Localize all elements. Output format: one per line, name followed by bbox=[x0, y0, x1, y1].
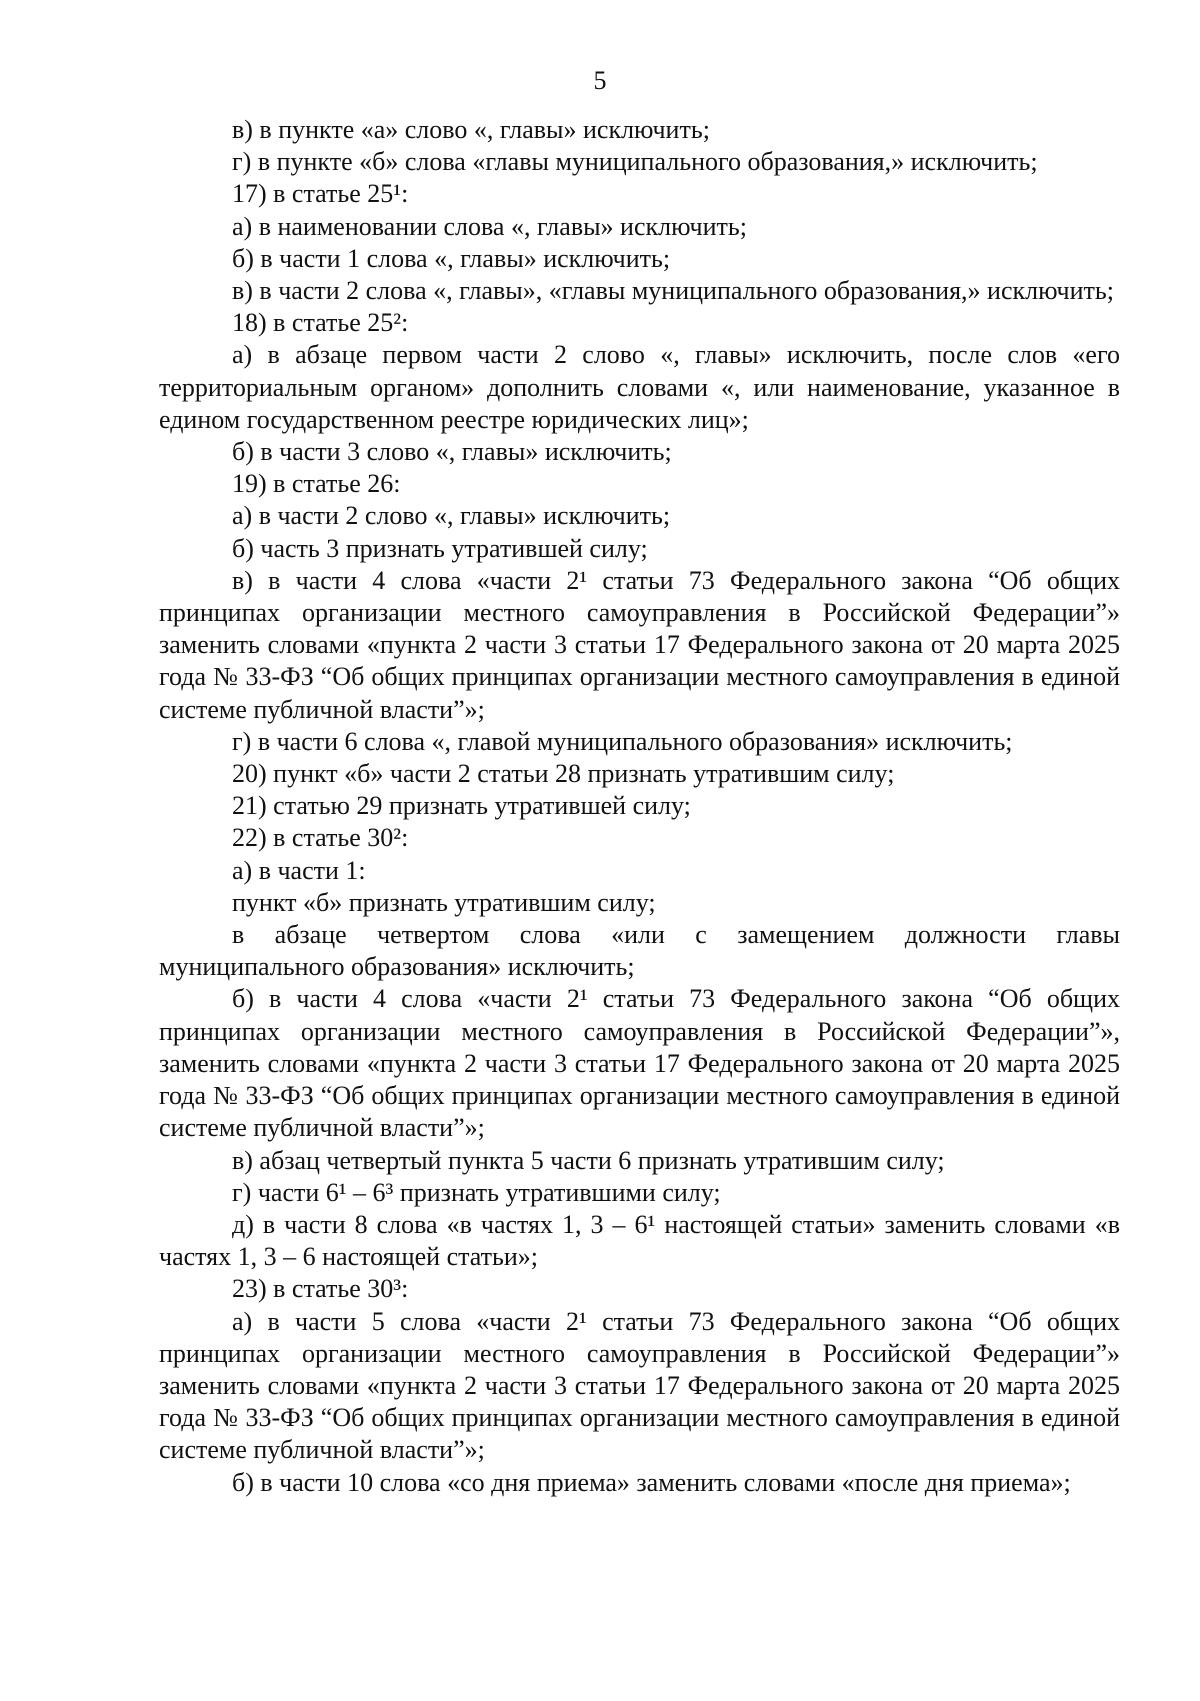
paragraph: в абзаце четвертом слова «или с замещением должности главы муниципального образования» исключить; bbox=[159, 920, 1120, 982]
paragraph: 20) пункт «б» части 2 статьи 28 признать утратившим силу; bbox=[232, 759, 895, 789]
paragraph: д) в части 8 слова «в частях 1, 3 – 6¹ настоящей статьи» заменить словами «в частях 1, 3 – 6 настоящей статьи»; bbox=[159, 1209, 1120, 1272]
paragraph: 18) в статье 25²: bbox=[232, 308, 409, 338]
page-number: 5 bbox=[593, 66, 607, 95]
paragraph: в) абзац четвертый пункта 5 части 6 признать утратившим силу; bbox=[232, 1145, 945, 1175]
paragraph: 17) в статье 25¹: bbox=[232, 179, 409, 209]
paragraph: в) в части 2 слова «, главы», «главы муниципального образования,» исключить; bbox=[232, 276, 1114, 306]
paragraph: в) в пункте «а» слово «, главы» исключить; bbox=[232, 115, 710, 144]
paragraph: б) в части 10 слова «со дня приема» заменить словами «после дня приема»; bbox=[232, 1467, 1071, 1497]
paragraph: 22) в статье 30²: bbox=[232, 823, 409, 853]
paragraph: б) в части 3 слово «, главы» исключить; bbox=[232, 437, 672, 467]
paragraph: пункт «б» признать утратившим силу; bbox=[232, 887, 656, 917]
paragraph: 21) статью 29 признать утратившей силу; bbox=[232, 791, 691, 821]
paragraph: в) в части 4 слова «части 2¹ статьи 73 Федерального закона “Об общих принципах организации местного самоуправления в Российской Федерации”» заменить словами «пункта 2 части 3 статьи 17 Федерального закона от 20 марта 2025 года № 33-ФЗ “Об общих принципах организации местного самоуправления в единой системе публичной власти”»; bbox=[159, 565, 1120, 724]
paragraph: 19) в статье 26: bbox=[232, 469, 401, 499]
paragraph: а) в наименовании слова «, главы» исключить; bbox=[232, 211, 747, 241]
paragraph: г) в части 6 слова «, главой муниципального образования» исключить; bbox=[232, 726, 1013, 756]
paragraph: б) часть 3 признать утратившей силу; bbox=[232, 533, 648, 563]
paragraph: г) части 6¹ – 6³ признать утратившими силу; bbox=[232, 1177, 721, 1207]
paragraph: б) в части 4 слова «части 2¹ статьи 73 Федерального закона “Об общих принципах организации местного самоуправления в Российской Федерации”», заменить словами «пункта 2 части 3 статьи 17 Федерального закона от 20 марта 2025 года № 33-ФЗ “Об общих принципах организации местного самоуправления в единой системе публичной власти”»; bbox=[159, 984, 1120, 1143]
paragraph: б) в части 1 слова «, главы» исключить; bbox=[232, 243, 671, 273]
paragraph: а) в части 5 слова «части 2¹ статьи 73 Федерального закона “Об общих принципах организации местного самоуправления в Российской Федерации”» заменить словами «пункта 2 части 3 статьи 17 Федерального закона от 20 марта 2025 года № 33-ФЗ “Об общих принципах организации местного самоуправления в единой системе публичной власти”»; bbox=[159, 1306, 1120, 1465]
paragraph: а) в абзаце первом части 2 слово «, главы» исключить, после слов «его территориальным органом» дополнить словами «, или наименование, указанное в едином государственном реестре юридических лиц»; bbox=[159, 340, 1120, 434]
paragraph: г) в пункте «б» слова «главы муниципального образования,» исключить; bbox=[232, 147, 1038, 177]
paragraph: 23) в статье 30³: bbox=[232, 1274, 409, 1304]
paragraph: а) в части 1: bbox=[232, 855, 366, 885]
document-body bbox=[159, 114, 1120, 1499]
paragraph: а) в части 2 слово «, главы» исключить; bbox=[232, 501, 671, 531]
